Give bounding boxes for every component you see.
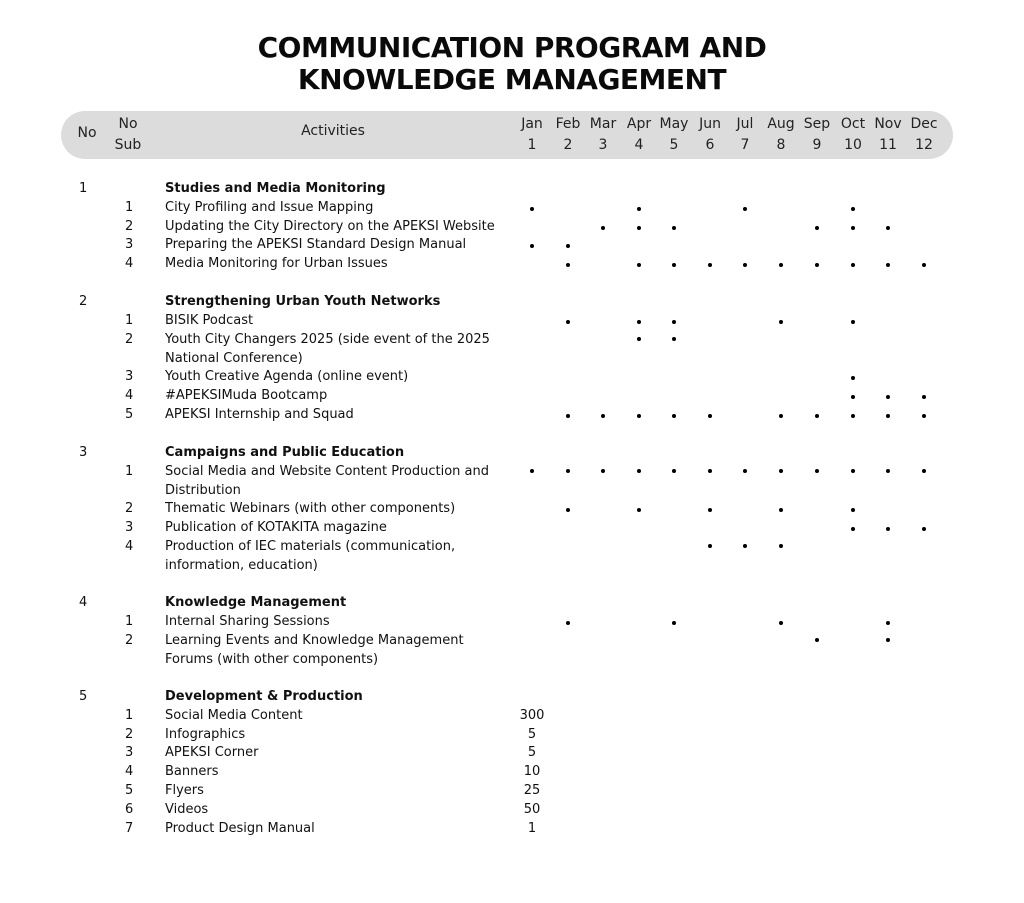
activity-line: Social Media Content bbox=[165, 707, 303, 723]
header-month-number: 12 bbox=[915, 137, 933, 153]
header-month-name: Jun bbox=[699, 116, 721, 132]
section-title: Development & Production bbox=[165, 689, 363, 704]
activity-row bbox=[0, 800, 1024, 819]
activity-name bbox=[165, 386, 327, 405]
activity-name bbox=[165, 706, 303, 725]
schedule-dot bbox=[886, 638, 890, 642]
schedule-dot bbox=[708, 469, 712, 473]
schedule-dot bbox=[886, 469, 890, 473]
activity-row bbox=[0, 612, 1024, 631]
activity-name bbox=[165, 819, 315, 838]
schedule-dot bbox=[637, 469, 641, 473]
activity-row bbox=[0, 819, 1024, 838]
schedule-dot bbox=[601, 414, 605, 418]
sub-number: 4 bbox=[125, 764, 134, 780]
section-number: 5 bbox=[79, 689, 88, 704]
schedule-dot bbox=[922, 263, 926, 267]
schedule-dot bbox=[779, 621, 783, 625]
header-no-sub-line2: Sub bbox=[114, 137, 142, 153]
activity-line: Media Monitoring for Urban Issues bbox=[165, 256, 388, 272]
schedule-dot bbox=[566, 244, 570, 248]
schedule-dot bbox=[637, 320, 641, 324]
schedule-dot bbox=[922, 527, 926, 531]
section-title: Studies and Media Monitoring bbox=[165, 181, 386, 196]
section-row bbox=[0, 443, 1024, 462]
schedule-dot bbox=[922, 414, 926, 418]
section-row bbox=[0, 593, 1024, 612]
schedule-dot bbox=[530, 469, 534, 473]
activity-name bbox=[165, 311, 253, 330]
quantity-value: 5 bbox=[527, 726, 537, 742]
activity-row bbox=[0, 386, 1024, 405]
schedule-dot bbox=[886, 395, 890, 399]
activity-name bbox=[165, 462, 489, 500]
header-month-12 bbox=[904, 114, 944, 156]
activity-line: City Profiling and Issue Mapping bbox=[165, 199, 374, 215]
header-month-number: 7 bbox=[740, 137, 750, 153]
schedule-dot bbox=[851, 226, 855, 230]
header-month-1 bbox=[512, 114, 552, 156]
header-no-sub bbox=[108, 114, 148, 156]
header-month-number: 9 bbox=[812, 137, 822, 153]
activity-line: Preparing the APEKSI Standard Design Manual bbox=[165, 237, 467, 253]
activity-line: APEKSI Internship and Squad bbox=[165, 406, 354, 422]
activity-line: Flyers bbox=[165, 783, 204, 798]
schedule-dot bbox=[886, 226, 890, 230]
schedule-dot bbox=[601, 469, 605, 473]
header-month-name: Jan bbox=[521, 116, 543, 132]
sub-number: 5 bbox=[125, 406, 134, 422]
sub-number: 3 bbox=[125, 745, 134, 761]
sub-number: 2 bbox=[125, 218, 134, 234]
sub-number: 1 bbox=[125, 312, 134, 328]
schedule-dot bbox=[779, 320, 783, 324]
schedule-dot bbox=[566, 263, 570, 267]
activity-row bbox=[0, 725, 1024, 744]
header-month-5 bbox=[654, 114, 694, 156]
schedule-dot bbox=[851, 527, 855, 531]
schedule-dot bbox=[566, 414, 570, 418]
schedule-dot bbox=[743, 544, 747, 548]
schedule-dot bbox=[779, 263, 783, 267]
activity-name bbox=[165, 367, 408, 386]
activity-line: Learning Events and Knowledge Management bbox=[165, 632, 464, 648]
activity-row bbox=[0, 537, 1024, 575]
header-month-number: 3 bbox=[598, 137, 608, 153]
sub-number: 3 bbox=[125, 237, 134, 253]
activity-row bbox=[0, 405, 1024, 424]
activity-line: Infographics bbox=[165, 726, 246, 742]
schedule-dot bbox=[672, 226, 676, 230]
header-month-11 bbox=[868, 114, 908, 156]
header-month-name: Nov bbox=[874, 116, 902, 132]
activity-name bbox=[165, 781, 204, 800]
schedule-dot bbox=[566, 469, 570, 473]
header-month-4 bbox=[619, 114, 659, 156]
sub-number: 1 bbox=[125, 463, 134, 479]
schedule-dot bbox=[566, 508, 570, 512]
schedule-dot bbox=[708, 508, 712, 512]
activity-line: Youth City Changers 2025 (side event of the 2025 bbox=[165, 331, 490, 347]
schedule-dot bbox=[815, 414, 819, 418]
sub-number: 7 bbox=[125, 820, 134, 836]
activity-row bbox=[0, 499, 1024, 518]
header-month-name: Dec bbox=[910, 116, 938, 132]
activity-line: information, education) bbox=[165, 558, 318, 573]
header-month-name: May bbox=[659, 116, 689, 132]
activity-name bbox=[165, 537, 455, 575]
schedule-dot bbox=[779, 544, 783, 548]
activity-line: Production of IEC materials (communication, bbox=[165, 539, 456, 554]
header-month-3 bbox=[583, 114, 623, 156]
section-number: 1 bbox=[79, 181, 88, 196]
activity-line: Distribution bbox=[165, 482, 241, 498]
activity-name bbox=[165, 217, 495, 236]
activity-row bbox=[0, 631, 1024, 669]
quantity-value: 25 bbox=[523, 783, 541, 798]
quantity-value: 5 bbox=[527, 745, 537, 761]
header-month-number: 11 bbox=[879, 137, 897, 153]
quantity-value: 50 bbox=[523, 801, 541, 817]
header-month-number: 6 bbox=[705, 137, 715, 153]
schedule-dot bbox=[743, 263, 747, 267]
sub-number: 2 bbox=[125, 632, 134, 648]
activity-line: Youth Creative Agenda (online event) bbox=[165, 369, 409, 385]
header-month-name: Oct bbox=[840, 116, 866, 132]
schedule-dot bbox=[672, 263, 676, 267]
schedule-dot bbox=[922, 395, 926, 399]
schedule-dot bbox=[708, 414, 712, 418]
activity-name bbox=[165, 518, 387, 537]
header-month-name: Jul bbox=[736, 116, 754, 132]
sub-number: 6 bbox=[125, 801, 134, 817]
schedule-dot bbox=[672, 469, 676, 473]
sub-number: 2 bbox=[125, 501, 134, 517]
activity-name bbox=[165, 235, 466, 254]
header-month-name: Apr bbox=[626, 116, 652, 132]
sub-number: 4 bbox=[125, 388, 134, 403]
schedule-dot bbox=[886, 621, 890, 625]
sub-number: 4 bbox=[125, 539, 134, 554]
schedule-dot bbox=[637, 226, 641, 230]
header-month-number: 1 bbox=[527, 137, 537, 153]
schedule-dot bbox=[815, 263, 819, 267]
schedule-dot bbox=[851, 263, 855, 267]
header-month-8 bbox=[761, 114, 801, 156]
activity-line: BISIK Podcast bbox=[165, 312, 254, 328]
activity-name bbox=[165, 254, 388, 273]
activity-line: APEKSI Corner bbox=[165, 745, 259, 761]
schedule-dot bbox=[708, 544, 712, 548]
activity-name bbox=[165, 631, 464, 669]
sub-number: 5 bbox=[125, 783, 134, 798]
header-month-6 bbox=[690, 114, 730, 156]
header-month-9 bbox=[797, 114, 837, 156]
schedule-dot bbox=[566, 320, 570, 324]
activity-row bbox=[0, 781, 1024, 800]
schedule-dot bbox=[815, 469, 819, 473]
section-title: Knowledge Management bbox=[165, 595, 347, 610]
activity-row bbox=[0, 518, 1024, 537]
header-month-name: Sep bbox=[803, 116, 831, 132]
activity-row bbox=[0, 462, 1024, 500]
header-month-number: 8 bbox=[776, 137, 786, 153]
section-row bbox=[0, 292, 1024, 311]
schedule-dot bbox=[815, 638, 819, 642]
activity-row bbox=[0, 254, 1024, 273]
section-title: Strengthening Urban Youth Networks bbox=[165, 294, 441, 309]
activity-line: Social Media and Website Content Production and bbox=[165, 463, 489, 479]
schedule-dot bbox=[851, 414, 855, 418]
schedule-dot bbox=[743, 207, 747, 211]
section-row bbox=[0, 687, 1024, 706]
header-month-2 bbox=[548, 114, 588, 156]
schedule-dot bbox=[637, 414, 641, 418]
activity-row bbox=[0, 706, 1024, 725]
schedule-dot bbox=[637, 337, 641, 341]
activity-row bbox=[0, 311, 1024, 330]
sub-number: 3 bbox=[125, 520, 134, 536]
activity-line: Banners bbox=[165, 764, 219, 780]
activity-row bbox=[0, 743, 1024, 762]
section-row bbox=[0, 179, 1024, 198]
title-line-1: COMMUNICATION PROGRAM AND bbox=[257, 31, 767, 64]
header-month-10 bbox=[833, 114, 873, 156]
activity-line: #APEKSIMuda Bootcamp bbox=[165, 388, 328, 403]
sub-number: 3 bbox=[125, 369, 134, 385]
schedule-dot bbox=[851, 469, 855, 473]
activity-row bbox=[0, 367, 1024, 386]
header-month-7 bbox=[725, 114, 765, 156]
schedule-dot bbox=[851, 395, 855, 399]
sub-number: 1 bbox=[125, 199, 134, 215]
schedule-dot bbox=[779, 508, 783, 512]
sub-number: 2 bbox=[125, 331, 134, 347]
activity-line: National Conference) bbox=[165, 350, 303, 366]
activity-row bbox=[0, 198, 1024, 217]
schedule-dot bbox=[886, 527, 890, 531]
sub-number: 1 bbox=[125, 613, 134, 629]
schedule-dot bbox=[601, 226, 605, 230]
schedule-dot bbox=[672, 414, 676, 418]
activity-name bbox=[165, 725, 245, 744]
schedule-dot bbox=[566, 621, 570, 625]
section-number: 3 bbox=[79, 445, 88, 460]
schedule-dot bbox=[672, 320, 676, 324]
header-no-sub-line1: No bbox=[118, 116, 138, 132]
schedule-dot bbox=[886, 414, 890, 418]
header-month-number: 5 bbox=[669, 137, 679, 153]
schedule-dot bbox=[851, 207, 855, 211]
activity-row bbox=[0, 235, 1024, 254]
activity-name bbox=[165, 743, 258, 762]
activity-name bbox=[165, 499, 455, 518]
activity-line: Internal Sharing Sessions bbox=[165, 613, 330, 629]
schedule-dot bbox=[815, 226, 819, 230]
header-month-name: Aug bbox=[767, 116, 795, 132]
schedule-dot bbox=[637, 263, 641, 267]
schedule-dot bbox=[779, 469, 783, 473]
activity-name bbox=[165, 198, 373, 217]
header-month-number: 4 bbox=[634, 137, 644, 153]
title-line-2: KNOWLEDGE MANAGEMENT bbox=[297, 63, 727, 96]
activity-row bbox=[0, 330, 1024, 368]
sub-number: 1 bbox=[125, 707, 134, 723]
schedule-dot bbox=[637, 508, 641, 512]
schedule-dot bbox=[922, 469, 926, 473]
schedule-dot bbox=[851, 508, 855, 512]
header-activities: Activities bbox=[301, 123, 365, 139]
schedule-dot bbox=[779, 414, 783, 418]
activity-line: Thematic Webinars (with other components) bbox=[165, 501, 456, 517]
schedule-dot bbox=[851, 320, 855, 324]
header-month-number: 2 bbox=[563, 137, 573, 153]
activity-name bbox=[165, 612, 330, 631]
activity-row bbox=[0, 217, 1024, 236]
activity-row bbox=[0, 762, 1024, 781]
activity-line: Videos bbox=[165, 801, 209, 817]
section-title: Campaigns and Public Education bbox=[165, 445, 405, 460]
activity-line: Forums (with other components) bbox=[165, 651, 379, 667]
page-title bbox=[0, 32, 1024, 96]
section-number: 2 bbox=[79, 294, 88, 309]
schedule-dot bbox=[637, 207, 641, 211]
activity-line: Product Design Manual bbox=[165, 820, 315, 836]
quantity-value: 10 bbox=[523, 764, 541, 780]
schedule-dot bbox=[530, 244, 534, 248]
schedule-dot bbox=[743, 469, 747, 473]
sub-number: 2 bbox=[125, 726, 134, 742]
header-no: No bbox=[77, 125, 97, 141]
activity-line: Updating the City Directory on the APEKSI Website bbox=[165, 218, 495, 234]
activity-name bbox=[165, 405, 354, 424]
schedule-dot bbox=[708, 263, 712, 267]
schedule-dot bbox=[672, 621, 676, 625]
schedule-dot bbox=[530, 207, 534, 211]
schedule-dot bbox=[672, 337, 676, 341]
schedule-dot bbox=[886, 263, 890, 267]
activity-name bbox=[165, 762, 218, 781]
activity-line: Publication of KOTAKITA magazine bbox=[165, 520, 387, 536]
quantity-value: 300 bbox=[519, 707, 545, 723]
sub-number: 4 bbox=[125, 256, 134, 272]
header-month-name: Feb bbox=[555, 116, 581, 132]
activity-name bbox=[165, 800, 208, 819]
header-month-number: 10 bbox=[844, 137, 862, 153]
schedule-dot bbox=[851, 376, 855, 380]
quantity-value: 1 bbox=[527, 820, 537, 836]
section-number: 4 bbox=[79, 595, 88, 610]
activity-name bbox=[165, 330, 490, 368]
header-month-name: Mar bbox=[589, 116, 617, 132]
